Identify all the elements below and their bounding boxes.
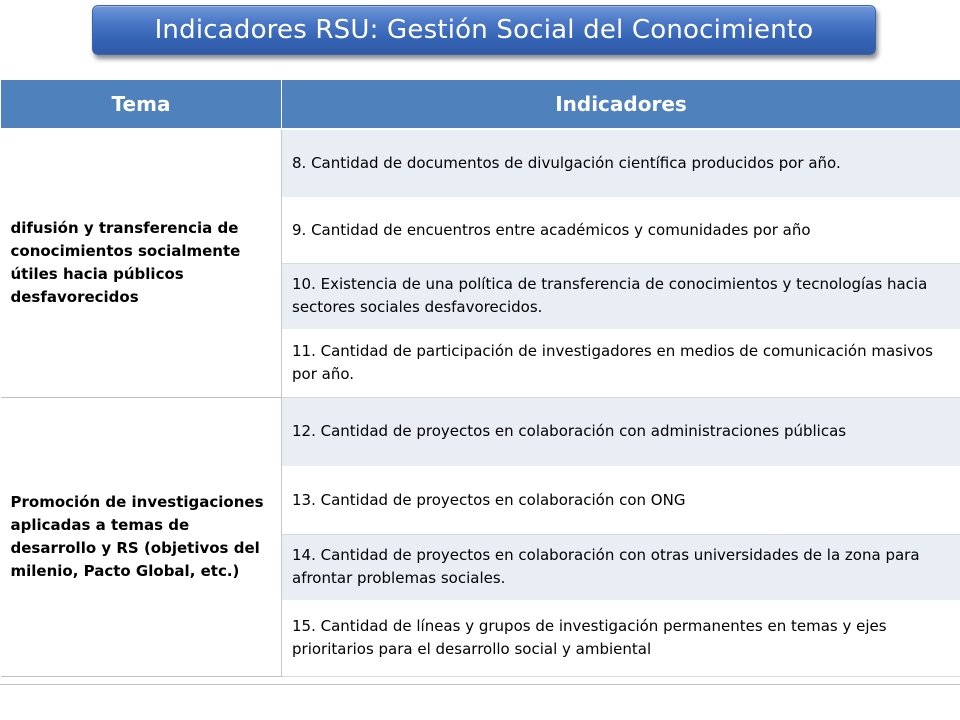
indicator-cell: 12. Cantidad de proyectos en colaboración con administraciones públicas: [282, 397, 960, 466]
table-header-row: [1, 80, 960, 130]
title-banner: [92, 5, 876, 55]
indicator-cell: 13. Cantidad de proyectos en colaboración con ONG: [282, 466, 960, 534]
indicator-cell: 8. Cantidad de documentos de divulgación científica producidos por año.: [282, 129, 960, 197]
tema-cell-difusion: difusión y transferencia de conocimientos socialmente útiles hacia públicos desfavorecidos: [1, 129, 282, 397]
header-indicadores: Indicadores: [282, 80, 960, 130]
indicator-cell: 11. Cantidad de participación de investigadores en medios de comunicación masivos por año.: [282, 329, 960, 397]
indicator-cell: 15. Cantidad de líneas y grupos de investigación permanentes en temas y ejes prioritarios para el desarrollo social y ambiental: [282, 600, 960, 676]
tema-cell-promocion: Promoción de investigaciones aplicadas a temas de desarrollo y RS (objetivos del milenio, Pacto Global, etc.): [1, 397, 282, 676]
indicator-cell: 14. Cantidad de proyectos en colaboración con otras universidades de la zona para afrontar problemas sociales.: [282, 534, 960, 600]
header-tema: Tema: [1, 80, 282, 130]
table-row: [1, 129, 960, 197]
indicator-cell: 9. Cantidad de encuentros entre académicos y comunidades por año: [282, 197, 960, 263]
slide-title: Indicadores RSU: Gestión Social del Conocimiento: [154, 15, 814, 45]
indicators-table: [0, 79, 960, 677]
table-row: [1, 397, 960, 466]
indicator-cell: 10. Existencia de una política de transferencia de conocimientos y tecnologías hacia sectores sociales desfavorecidos.: [282, 263, 960, 329]
table-bottom-border: [0, 684, 960, 685]
